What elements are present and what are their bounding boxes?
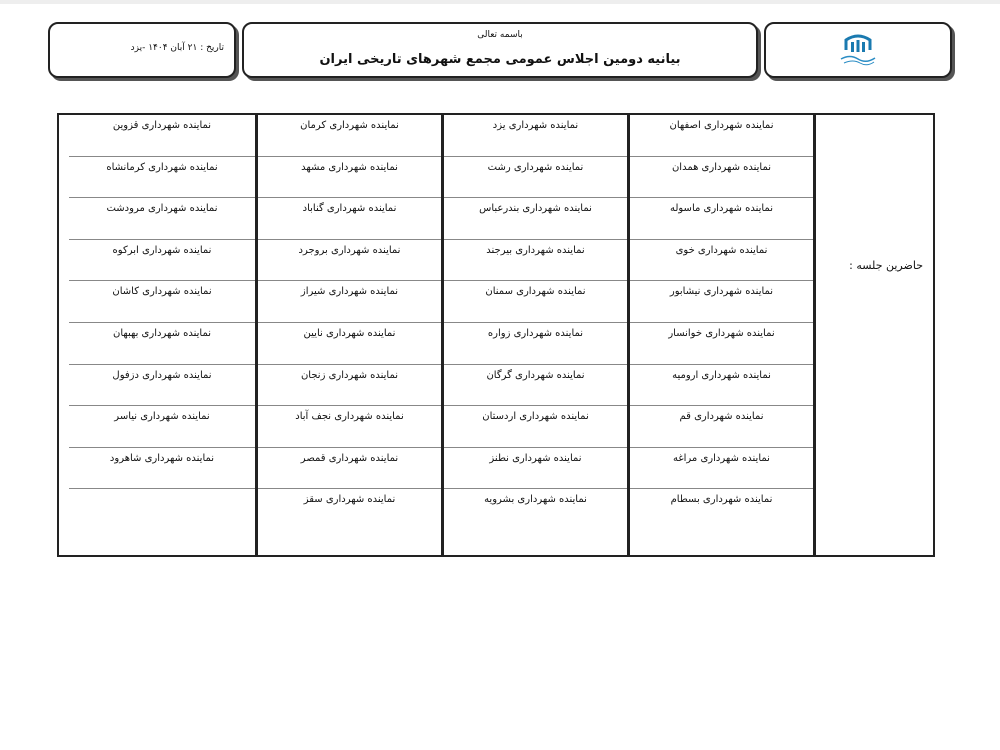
attendee-cell: نماینده شهرداری زنجان xyxy=(258,365,441,407)
attendee-cell: نماینده شهرداری قزوین xyxy=(69,115,255,157)
attendees-column-1 xyxy=(627,115,813,555)
attendee-cell: نماینده شهرداری قمصر xyxy=(258,448,441,490)
attendees-table xyxy=(57,113,935,557)
date-box xyxy=(48,22,236,78)
attendees-label: حاضرین جلسه : xyxy=(849,259,923,272)
attendee-cell: نماینده شهرداری نیشابور xyxy=(630,281,813,323)
logo-box xyxy=(764,22,952,78)
attendee-cell: نماینده شهرداری اصفهان xyxy=(630,115,813,157)
attendee-cell: نماینده شهرداری خوانسار xyxy=(630,323,813,365)
attendee-cell: نماینده شهرداری دزفول xyxy=(69,365,255,407)
attendee-cell: نماینده شهرداری شاهرود xyxy=(69,448,255,490)
attendee-cell: نماینده شهرداری رشت xyxy=(444,157,627,199)
attendee-cell: نماینده شهرداری ارومیه xyxy=(630,365,813,407)
attendee-cell: نماینده شهرداری بشرویه xyxy=(484,494,587,506)
attendee-cell: نماینده شهرداری بهبهان xyxy=(69,323,255,365)
attendee-cell: نماینده شهرداری کرمانشاه xyxy=(69,157,255,199)
attendee-cell: نماینده شهرداری نیاسر xyxy=(69,406,255,448)
attendees-column-2 xyxy=(441,115,627,555)
attendee-cell: نماینده شهرداری یزد xyxy=(444,115,627,157)
attendee-cell: نماینده شهرداری مرودشت xyxy=(69,198,255,240)
attendee-cell: نماینده شهرداری خوی xyxy=(630,240,813,282)
attendee-cell: نماینده شهرداری بروجرد xyxy=(258,240,441,282)
attendee-cell: نماینده شهرداری شیراز xyxy=(258,281,441,323)
attendee-cell: نماینده شهرداری گناباد xyxy=(258,198,441,240)
attendee-cell: نماینده شهرداری سمنان xyxy=(444,281,627,323)
document-date: تاریخ : ۲۱ آبان ۱۴۰۴ -یزد xyxy=(130,43,224,53)
document-title: بیانیه دومین اجلاس عمومی مجمع شهرهای تاریخی ایران xyxy=(319,52,681,67)
attendee-cell: نماینده شهرداری اردستان xyxy=(444,406,627,448)
organization-logo-icon xyxy=(838,32,878,68)
attendee-cell: نماینده شهرداری گرگان xyxy=(444,365,627,407)
attendee-cell: نماینده شهرداری بندرعباس xyxy=(444,198,627,240)
attendee-cell: نماینده شهرداری مشهد xyxy=(258,157,441,199)
attendee-cell: نماینده شهرداری کاشان xyxy=(69,281,255,323)
attendee-cell: نماینده شهرداری بیرجند xyxy=(444,240,627,282)
salutation: باسمه تعالی xyxy=(477,30,523,40)
attendees-column-3 xyxy=(255,115,441,555)
attendee-cell: نماینده شهرداری نجف آباد xyxy=(258,406,441,448)
attendee-cell: نماینده شهرداری مراغه xyxy=(630,448,813,490)
attendee-cell: نماینده شهرداری ابرکوه xyxy=(69,240,255,282)
attendees-column-4 xyxy=(69,115,255,555)
attendee-cell: نماینده شهرداری زواره xyxy=(444,323,627,365)
attendee-cell: نماینده شهرداری همدان xyxy=(630,157,813,199)
attendee-cell: نماینده شهرداری سقز xyxy=(303,494,396,506)
attendee-cell: نماینده شهرداری نطنز xyxy=(444,448,627,490)
attendee-cell: نماینده شهرداری کرمان xyxy=(258,115,441,157)
title-box xyxy=(242,22,758,78)
attendee-cell: نماینده شهرداری قم xyxy=(630,406,813,448)
page-top-border xyxy=(0,0,1000,4)
attendee-cell: نماینده شهرداری بسطام xyxy=(670,494,773,506)
attendee-cell xyxy=(69,489,255,531)
attendees-label-column xyxy=(813,115,933,555)
attendee-cell: نماینده شهرداری نایین xyxy=(258,323,441,365)
attendee-cell: نماینده شهرداری ماسوله xyxy=(630,198,813,240)
